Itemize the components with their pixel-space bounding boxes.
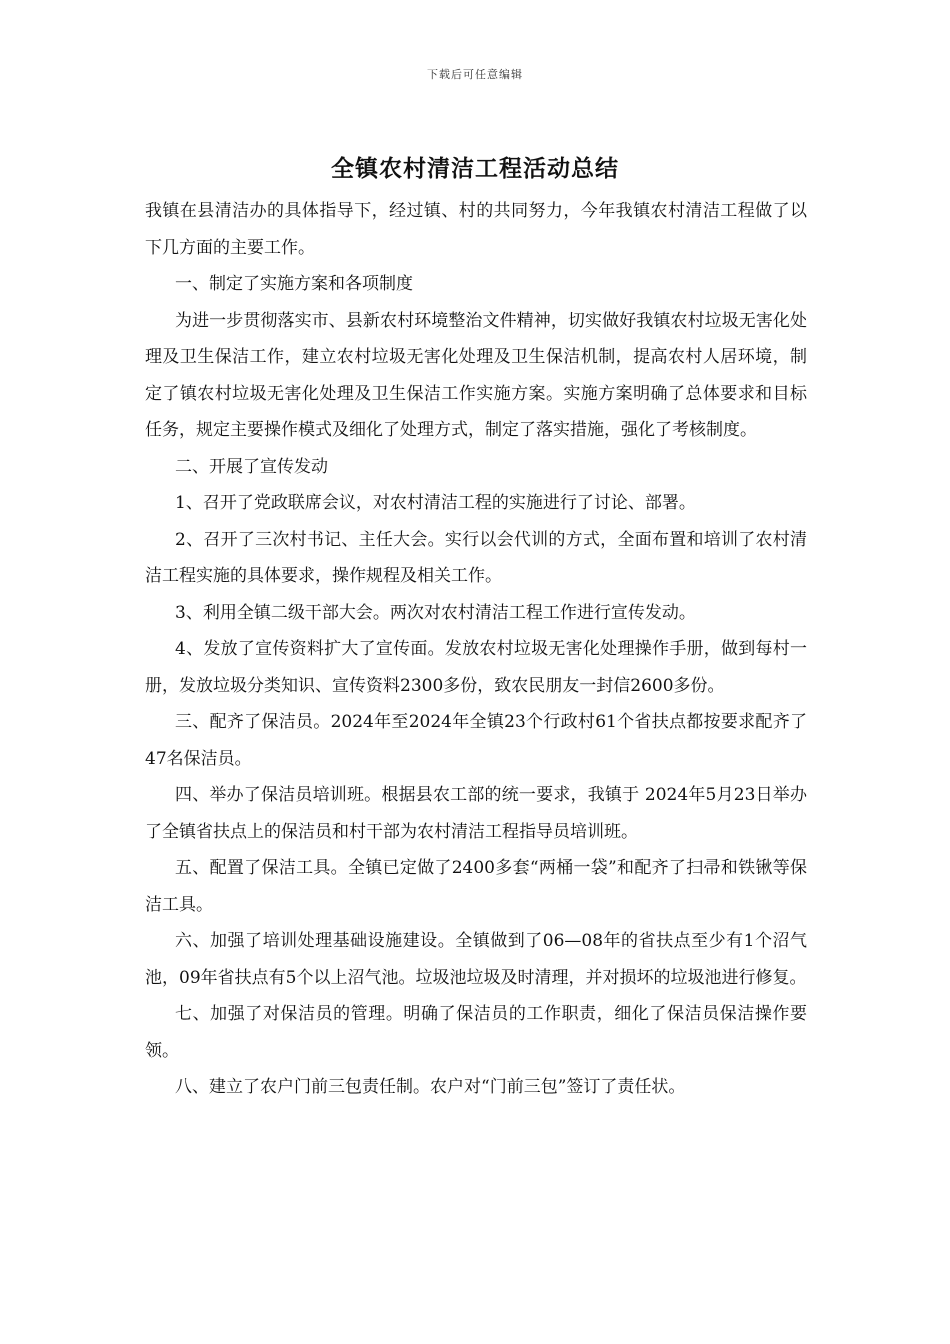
section-3: 三、配齐了保洁员。2024年至2024年全镇23个行政村61个省扶点都按要求配齐了47名保洁员。	[145, 712, 807, 769]
section-7: 七、加强了对保洁员的管理。明确了保洁员的工作职责，细化了保洁员保洁操作要领。	[145, 1004, 807, 1061]
section-6: 六、加强了培训处理基础设施建设。全镇做到了06—08年的省扶点至少有1个沼气池，09年省扶点有5个以上沼气池。垃圾池垃圾及时清理，并对损坏的垃圾池进行修复。	[145, 931, 807, 988]
list-item-3: 3、利用全镇二级干部大会。两次对农村清洁工程工作进行宣传发动。	[175, 602, 696, 623]
section-4: 四、举办了保洁员培训班。根据县农工部的统一要求，我镇于 2024年5月23日举办了全镇省扶点上的保洁员和村干部为农村清洁工程指导员培训班。	[145, 785, 807, 842]
section-heading-2: 二、开展了宣传发动	[175, 456, 328, 477]
section-8: 八、建立了农户门前三包责任制。农户对“门前三包”签订了责任状。	[175, 1077, 686, 1097]
list-item-4: 4、发放了宣传资料扩大了宣传面。发放农村垃圾无害化处理操作手册，做到每村一册，发放垃圾分类知识、宣传资料2300多份，致农民朋友一封信2600多份。	[145, 639, 807, 696]
section-heading-1: 一、制定了实施方案和各项制度	[175, 274, 413, 294]
header-note: 下载后可任意编辑	[427, 68, 523, 81]
document-title: 全镇农村清洁工程活动总结	[331, 155, 619, 182]
document-body	[145, 193, 807, 1106]
section-5: 五、配置了保洁工具。全镇已定做了2400多套“两桶一袋”和配齐了扫帚和铁锹等保洁工具。	[145, 858, 807, 915]
paragraph-intro: 我镇在县清洁办的具体指导下，经过镇、村的共同努力，今年我镇农村清洁工程做了以下几方面的主要工作。	[145, 201, 807, 258]
paragraph-section-1: 为进一步贯彻落实市、县新农村环境整治文件精神，切实做好我镇农村垃圾无害化处理及卫生保洁工作，建立农村垃圾无害化处理及卫生保洁机制，提高农村人居环境，制定了镇农村垃圾无害化处理及卫生保洁工作实施方案。实施方案明确了总体要求和目标任务，规定主要操作模式及细化了处理方式，制定了落实措施，强化了考核制度。	[145, 310, 807, 440]
list-item-1: 1、召开了党政联席会议，对农村清洁工程的实施进行了讨论、部署。	[175, 493, 696, 513]
list-item-2: 2、召开了三次村书记、主任大会。实行以会代训的方式，全面布置和培训了农村清洁工程实施的具体要求，操作规程及相关工作。	[145, 529, 807, 586]
